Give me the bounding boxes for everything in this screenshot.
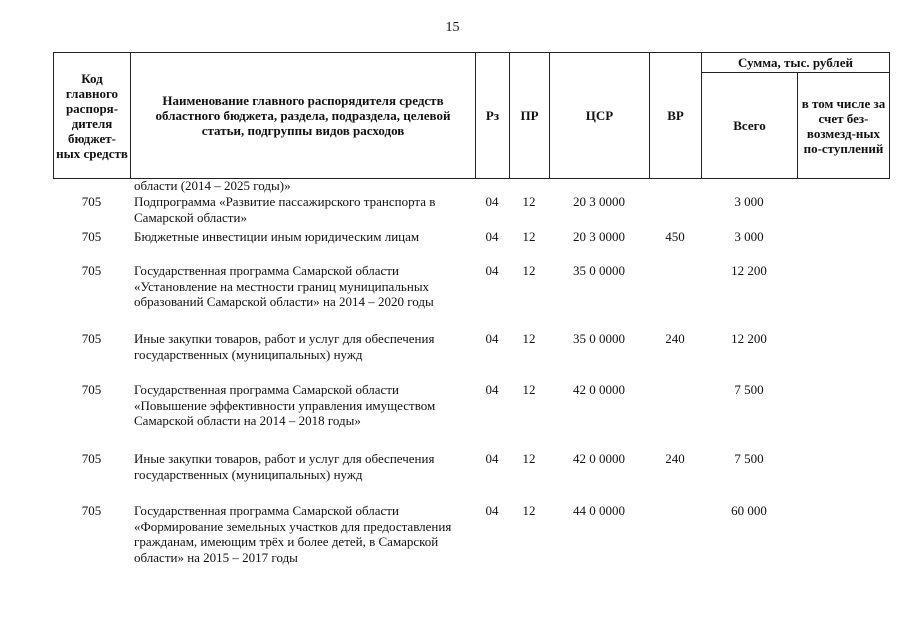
header-free: в том числе за счет без-возмезд-ных по-ступлений: [798, 73, 890, 179]
row-rz: 04: [485, 331, 499, 346]
row-total: 3 000: [734, 194, 764, 209]
header-csr: ЦСР: [550, 53, 650, 179]
row-name: Иные закупки товаров, работ и услуг для обеспечения государственных (муниципальных) нужд: [134, 331, 435, 362]
header-pr: ПР: [510, 53, 550, 179]
row-pr: 12: [522, 331, 536, 346]
table-row: [53, 229, 889, 263]
row-rz: 04: [485, 263, 499, 278]
table-row: [53, 382, 889, 451]
row-total: 7 500: [734, 382, 764, 397]
row-name: Государственная программа Самарской области «Установление на местности границ муниципальных образований Самарской области» на 2014 – 2020 годы: [134, 263, 434, 309]
row-rz: 04: [485, 451, 499, 466]
header-total: Всего: [702, 73, 798, 179]
row-csr: 20 3 0000: [573, 194, 625, 209]
row-rz: 04: [485, 503, 499, 518]
row-csr: 42 0 0000: [573, 382, 625, 397]
row-pr: 12: [522, 503, 536, 518]
row-code: 705: [81, 503, 102, 518]
header-rz: Рз: [476, 53, 510, 179]
row-csr: 35 0 0000: [573, 263, 625, 278]
row-name: Государственная программа Самарской области «Повышение эффективности управления имуществом Самарской области на 2014 – 2018 годы»: [134, 382, 436, 428]
row-vr: 240: [665, 331, 685, 346]
row-name: Бюджетные инвестиции иным юридическим лицам: [134, 229, 420, 244]
table-row: [53, 263, 889, 331]
row-total: 3 000: [734, 229, 764, 244]
row-name: Подпрограмма «Развитие пассажирского транспорта в Самарской области»: [134, 194, 436, 225]
table-row: [53, 503, 889, 591]
row-pr: 12: [522, 263, 536, 278]
row-vr: 240: [665, 451, 685, 466]
row-total: 7 500: [734, 451, 764, 466]
row-rz: 04: [485, 382, 499, 397]
page-number: 15: [445, 20, 460, 35]
row-rz: 04: [485, 229, 499, 244]
table-row: [53, 451, 889, 503]
table-row: [53, 194, 889, 229]
row-total: 12 200: [731, 263, 767, 278]
table-row: [53, 178, 889, 194]
row-csr: 44 0 0000: [573, 503, 625, 518]
row-csr: 35 0 0000: [573, 331, 625, 346]
row-pr: 12: [522, 451, 536, 466]
row-name: Государственная программа Самарской области «Формирование земельных участков для предоставления гражданам, имеющим трёх и более детей, в Самарской области» на 2015 – 2017 годы: [134, 503, 452, 565]
table-body: [53, 178, 889, 591]
header-code: Код главного распоря-дителя бюджет-ных средств: [54, 53, 131, 179]
row-csr: 20 3 0000: [573, 229, 625, 244]
header-name: Наименование главного распорядителя средств областного бюджета, раздела, подраздела, целевой статьи, подгруппы видов расходов: [131, 53, 476, 179]
table-row: [53, 331, 889, 382]
row-total: 12 200: [731, 331, 767, 346]
row-code: 705: [81, 382, 102, 397]
header-vr: ВР: [650, 53, 702, 179]
row-rz: 04: [485, 194, 499, 209]
row-vr: 450: [665, 229, 685, 244]
header-sum-title: Сумма, тыс. рублей: [702, 53, 890, 73]
row-code: 705: [81, 229, 102, 244]
row-code: 705: [81, 194, 102, 209]
row-name: Иные закупки товаров, работ и услуг для обеспечения государственных (муниципальных) нужд: [134, 451, 435, 482]
row-name: области (2014 – 2025 годы)»: [134, 178, 291, 193]
row-total: 60 000: [731, 503, 767, 518]
row-csr: 42 0 0000: [573, 451, 625, 466]
row-pr: 12: [522, 229, 536, 244]
table-header: [53, 52, 890, 179]
row-pr: 12: [522, 194, 536, 209]
row-pr: 12: [522, 382, 536, 397]
row-code: 705: [81, 263, 102, 278]
row-code: 705: [81, 451, 102, 466]
row-code: 705: [81, 331, 102, 346]
